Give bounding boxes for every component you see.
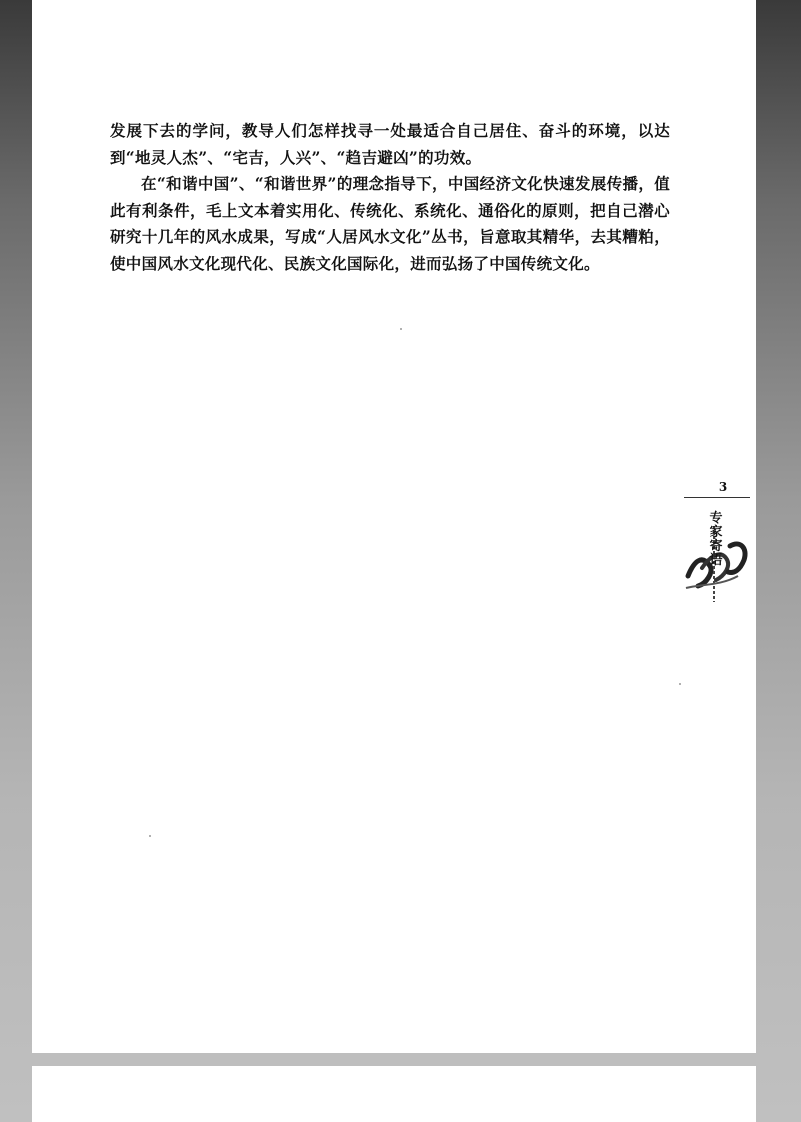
next-page xyxy=(32,1066,756,1122)
paragraph-2: 在“和谐中国”、“和谐世界”的理念指导下，中国经济文化快速发展传播，值此有利条件，毛上文本着实用化、传统化、系统化、通俗化的原则，把自己潜心研究十几年的风水成果，写成“人居风水文化”丛书，旨意取其精华，去其糟粕，使中国风水文化现代化、民族文化国际化，进而弘扬了中国传统文化。 xyxy=(110,174,670,273)
page-number-rule xyxy=(684,497,750,498)
seal-char: 寄 xyxy=(709,539,723,554)
scan-speck xyxy=(679,683,681,685)
seal-char: 专 xyxy=(709,511,723,526)
scan-speck xyxy=(149,835,151,837)
seal-char: 语 xyxy=(709,553,723,568)
scan-speck xyxy=(400,328,402,330)
seal-text xyxy=(708,512,724,568)
seal-char: 家 xyxy=(709,525,723,540)
body-text xyxy=(110,118,670,277)
document-page xyxy=(32,0,756,1053)
page-number: 3 xyxy=(718,480,728,494)
paragraph-1: 发展下去的学问，教导人们怎样找寻一处最适合自己居住、奋斗的环境，以达到“地灵人杰”、“宅吉，人兴”、“趋吉避凶”的功效。 xyxy=(110,121,670,167)
